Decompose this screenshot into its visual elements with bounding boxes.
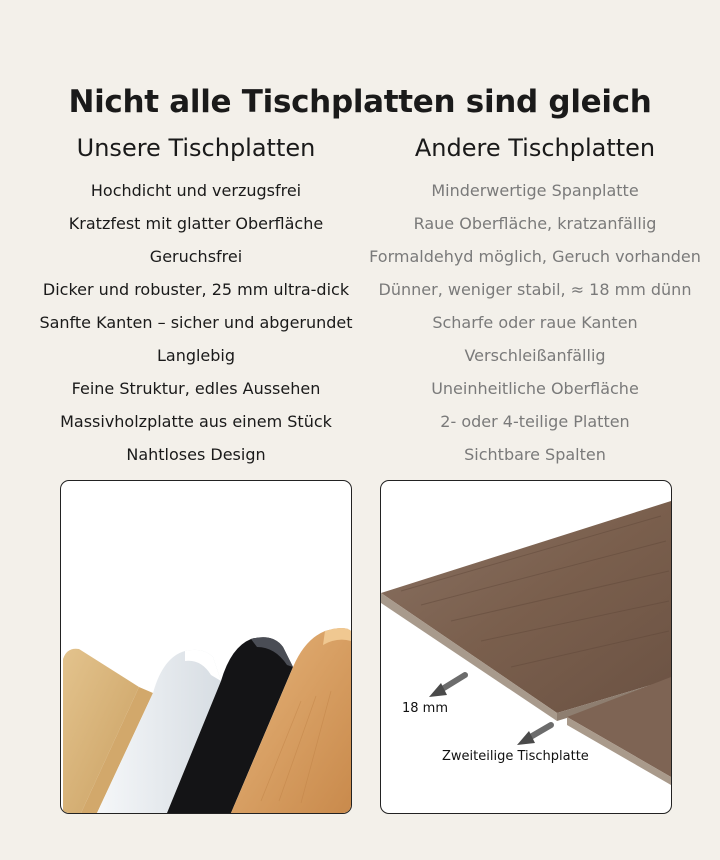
ours-feature: Kratzfest mit glatter Oberfläche xyxy=(68,214,324,233)
two-piece-label: Zweiteilige Tischplatte xyxy=(442,749,589,764)
page-title: Nicht alle Tischplatten sind gleich xyxy=(68,84,652,120)
others-feature: Uneinheitliche Oberfläche xyxy=(431,379,639,398)
comparison-row xyxy=(0,406,720,439)
ours-feature: Geruchsfrei xyxy=(149,247,243,266)
others-feature: Verschleißanfällig xyxy=(464,346,606,365)
ours-feature: Sanfte Kanten – sicher und abgerundet xyxy=(39,313,353,332)
comparison-row xyxy=(0,340,720,373)
comparison-row xyxy=(0,274,720,307)
ours-feature: Dicker und robuster, 25 mm ultra-dick xyxy=(42,280,350,299)
ours-feature: Nahtloses Design xyxy=(126,445,266,464)
thickness-label: 18 mm xyxy=(402,701,449,716)
others-feature: Formaldehyd möglich, Geruch vorhanden xyxy=(369,247,701,266)
column-header-others: Andere Tischplatten xyxy=(414,134,656,162)
comparison-row xyxy=(0,439,720,472)
comparison-row xyxy=(0,241,720,274)
others-feature: Raue Oberfläche, kratzanfällig xyxy=(413,214,657,233)
ours-feature: Langlebig xyxy=(156,346,236,365)
ours-feature: Feine Struktur, edles Aussehen xyxy=(71,379,321,398)
comparison-table xyxy=(0,175,720,472)
ours-feature: Hochdicht und verzugsfrei xyxy=(90,181,302,200)
others-feature: Dünner, weniger stabil, ≈ 18 mm dünn xyxy=(378,280,692,299)
comparison-row xyxy=(0,373,720,406)
our-tabletops-image xyxy=(60,480,352,814)
thickness-arrow-icon xyxy=(429,675,465,697)
others-feature: 2- oder 4-teilige Platten xyxy=(440,412,630,431)
comparison-row xyxy=(0,175,720,208)
others-feature: Minderwertige Spanplatte xyxy=(431,181,639,200)
ours-feature: Massivholzplatte aus einem Stück xyxy=(60,412,332,431)
other-tabletops-image xyxy=(380,480,672,814)
others-feature: Scharfe oder raue Kanten xyxy=(432,313,638,332)
two-piece-arrow-icon xyxy=(517,725,551,745)
others-feature: Sichtbare Spalten xyxy=(464,445,606,464)
comparison-row xyxy=(0,208,720,241)
column-header-ours: Unsere Tischplatten xyxy=(76,134,316,162)
comparison-row xyxy=(0,307,720,340)
